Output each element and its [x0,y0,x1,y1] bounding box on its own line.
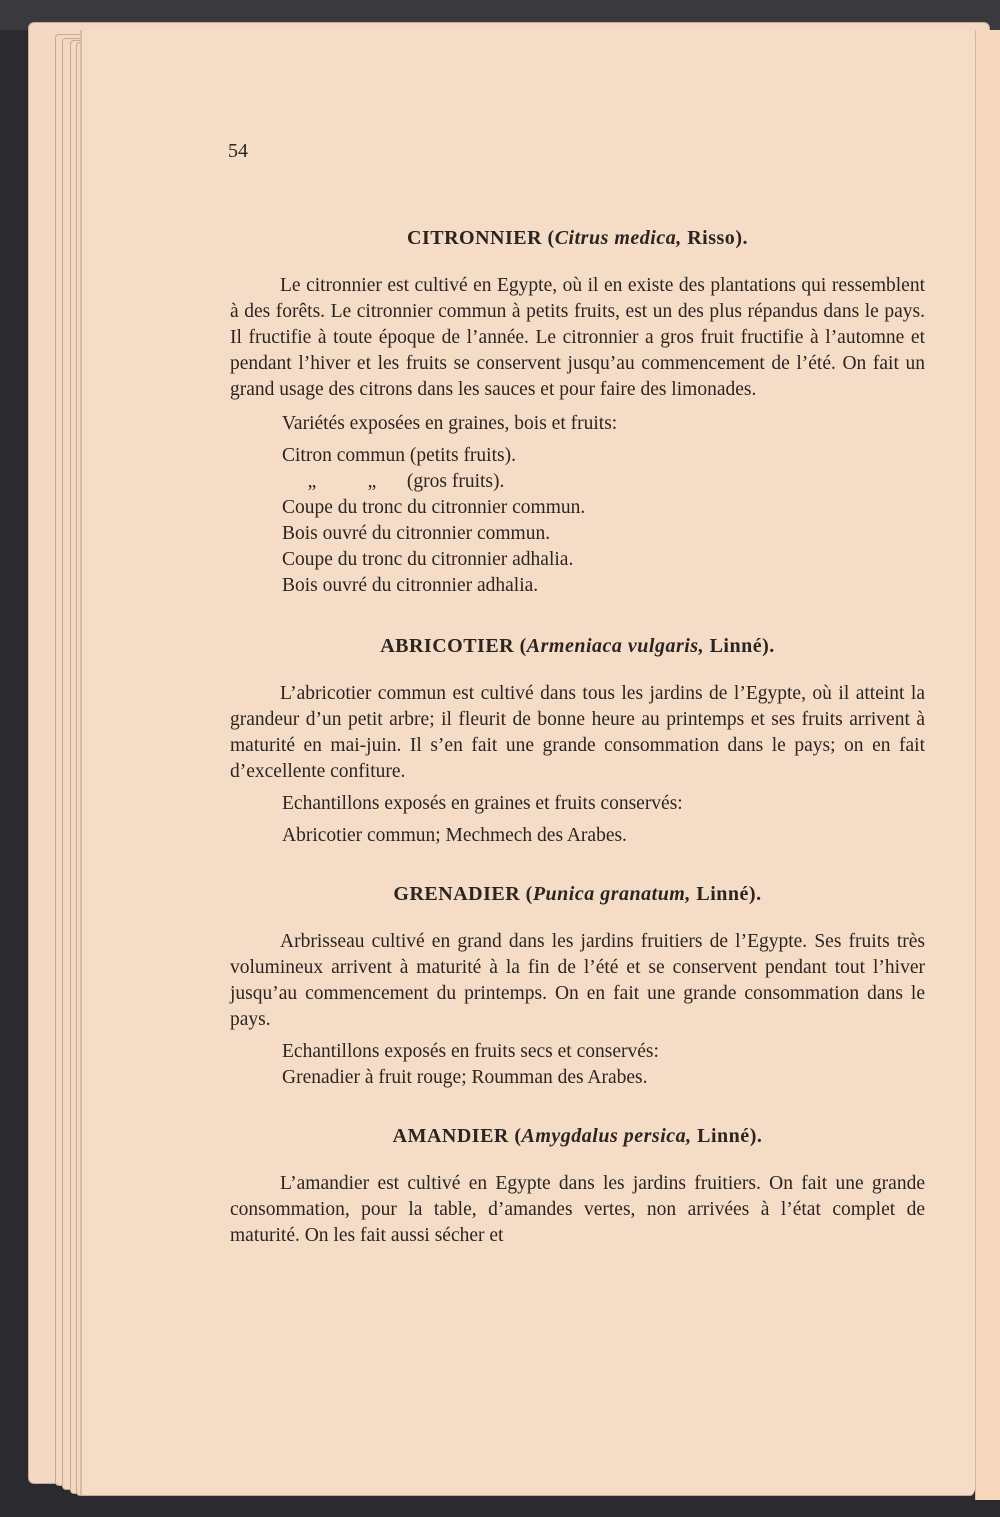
section-heading: GRENADIER (Punica granatum, Linné). [393,883,762,905]
section-paragraph: Le citronnier est cultivé en Egypte, où il en existe des plantations qui ressemblent à des forêts. Le citronnier commun à petits fruits, est un des plus répandus dans le pays. Il fructifie à toute époque de l’année. Le citronnier a gros fruit fructifie à l’automne et pendant l’hiver et les fruits se conservent jusqu’au commencement de l’été. On fait un grand usage des citrons dans les sauces et pour faire des limonades. [230,275,925,400]
section-heading: CITRONNIER (Citrus medica, Risso). [407,227,748,249]
exhibit-list [230,791,925,849]
author-name: Risso [687,227,736,249]
author-name: Linné [709,635,763,657]
section-paragraph: L’amandier est cultivé en Egypte dans les jardins fruitiers. On fait une grande consommation, pour la table, d’amandes vertes, non arrivées à l’état complet de maturité. On les fait aussi sécher et [230,1173,925,1246]
scientific-name: Punica granatum, [532,883,691,905]
section-paragraph: L’abricotier commun est cultivé dans tous les jardins de l’Egypte, où il atteint la grandeur d’un petit arbre; il fleurit de bonne heure au printemps et ses fruits arrivent à maturité en mai-juin. Il s’en fait une grande consommation dans le pays; on en fait d’excellente confiture. [230,683,925,782]
ditto-mark: „ [367,471,377,492]
list-item: Abricotier commun; Mechmech des Arabes. [282,825,627,846]
list-intro: Echantillons exposés en graines et fruits conservés: [282,793,683,814]
author-name: Linné [697,1125,750,1147]
section-paragraph: Arbrisseau cultivé en grand dans les jardins fruitiers de l’Egypte. Ses fruits très volumineux arrivent à maturité à la fin de l’été et se conservent pendant tout l’hiver jusqu’au commencement du printemps. On en fait une grande consommation dans le pays. [230,931,925,1030]
heading-title: ABRICOTIER [380,635,515,657]
ditto-mark: „ [307,471,317,492]
facing-page-edge [975,30,1000,1500]
scientific-name: Citrus medica, [554,227,682,249]
section-amandier [230,1123,925,1249]
list-item: „ „ (gros fruits). [282,469,925,495]
section-heading: ABRICOTIER (Armeniaca vulgaris, Linné). [380,635,775,657]
list-item: Citron commun (petits fruits). [282,445,516,466]
book-page [80,30,975,1495]
list-intro: Variétés exposées en graines, bois et fruits: [282,413,618,434]
section-abricotier [230,633,925,849]
heading-title: AMANDIER [392,1125,509,1147]
page-number: 54 [228,140,248,162]
author-name: Linné [696,883,749,905]
list-item: Grenadier à fruit rouge; Roumman des Arabes. [282,1067,648,1088]
scientific-name: Amygdalus persica, [521,1125,692,1147]
heading-title: CITRONNIER [407,227,543,249]
list-intro: Echantillons exposés en fruits secs et conservés: [282,1041,659,1062]
scientific-name: Armeniaca vulgaris, [526,635,705,657]
list-item: Bois ouvré du citronnier commun. [282,523,551,544]
section-grenadier [230,881,925,1091]
section-heading: AMANDIER (Amygdalus persica, Linné). [392,1125,763,1147]
section-citronnier [230,225,925,1249]
list-item: Coupe du tronc du citronnier commun. [282,497,586,518]
list-item: Bois ouvré du citronnier adhalia. [282,575,539,596]
heading-title: GRENADIER [393,883,521,905]
list-item: Coupe du tronc du citronnier adhalia. [282,549,574,570]
exhibit-list [230,411,925,599]
exhibit-list [230,1039,925,1091]
